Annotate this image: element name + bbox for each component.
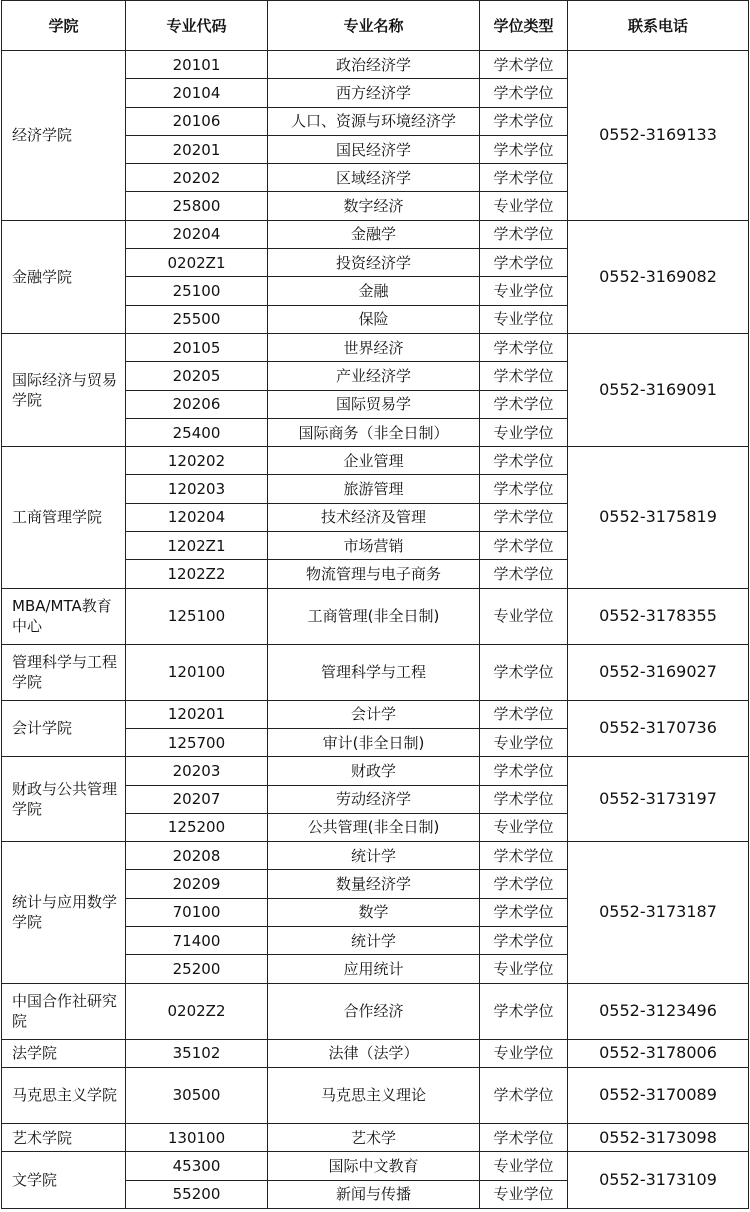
major-code-cell: 130100	[126, 1123, 268, 1151]
major-name-cell: 工商管理(非全日制)	[268, 588, 480, 644]
degree-type-cell: 学术学位	[480, 1123, 568, 1151]
degree-type-cell: 学术学位	[480, 785, 568, 813]
major-code-cell: 0202Z1	[126, 249, 268, 277]
phone-cell: 0552-3173197	[568, 757, 749, 842]
major-name-cell: 旅游管理	[268, 475, 480, 503]
phone-cell: 0552-3169027	[568, 644, 749, 700]
college-cell: 统计与应用数学学院	[2, 842, 126, 983]
major-name-cell: 保险	[268, 305, 480, 333]
major-code-cell: 25500	[126, 305, 268, 333]
college-cell: 工商管理学院	[2, 447, 126, 588]
header-phone: 联系电话	[568, 1, 749, 51]
major-name-cell: 人口、资源与环境经济学	[268, 107, 480, 135]
degree-type-cell: 学术学位	[480, 390, 568, 418]
major-code-cell: 125700	[126, 728, 268, 756]
header-major-code: 专业代码	[126, 1, 268, 51]
table-row	[2, 447, 749, 475]
major-code-cell: 20204	[126, 220, 268, 248]
major-code-cell: 20205	[126, 362, 268, 390]
major-name-cell: 新闻与传播	[268, 1180, 480, 1208]
major-name-cell: 艺术学	[268, 1123, 480, 1151]
degree-type-cell: 学术学位	[480, 757, 568, 785]
degree-type-cell: 专业学位	[480, 728, 568, 756]
degree-type-cell: 学术学位	[480, 644, 568, 700]
header-major-name: 专业名称	[268, 1, 480, 51]
major-code-cell: 20208	[126, 842, 268, 870]
degree-type-cell: 学术学位	[480, 135, 568, 163]
major-name-cell: 技术经济及管理	[268, 503, 480, 531]
phone-cell: 0552-3170089	[568, 1067, 749, 1123]
major-code-cell: 71400	[126, 927, 268, 955]
degree-type-cell: 专业学位	[480, 813, 568, 841]
major-name-cell: 产业经济学	[268, 362, 480, 390]
major-code-cell: 0202Z2	[126, 983, 268, 1039]
major-code-cell: 25100	[126, 277, 268, 305]
degree-type-cell: 学术学位	[480, 842, 568, 870]
college-cell: 国际经济与贸易学院	[2, 333, 126, 446]
college-cell: 会计学院	[2, 700, 126, 757]
college-cell: 艺术学院	[2, 1123, 126, 1151]
phone-cell: 0552-3123496	[568, 983, 749, 1039]
major-name-cell: 审计(非全日制)	[268, 728, 480, 756]
major-name-cell: 国际贸易学	[268, 390, 480, 418]
college-cell: 法学院	[2, 1039, 126, 1067]
phone-cell: 0552-3173098	[568, 1123, 749, 1151]
major-name-cell: 统计学	[268, 842, 480, 870]
degree-type-cell: 学术学位	[480, 51, 568, 79]
college-cell: 中国合作社研究院	[2, 983, 126, 1039]
major-name-cell: 会计学	[268, 700, 480, 728]
college-cell: MBA/MTA教育中心	[2, 588, 126, 644]
major-name-cell: 国际商务（非全日制）	[268, 418, 480, 446]
degree-type-cell: 专业学位	[480, 305, 568, 333]
college-cell: 文学院	[2, 1152, 126, 1209]
degree-type-cell: 专业学位	[480, 418, 568, 446]
phone-cell: 0552-3173187	[568, 842, 749, 983]
major-code-cell: 125200	[126, 813, 268, 841]
degree-type-cell: 学术学位	[480, 447, 568, 475]
degree-type-cell: 学术学位	[480, 927, 568, 955]
degree-type-cell: 学术学位	[480, 249, 568, 277]
degree-type-cell: 专业学位	[480, 1152, 568, 1180]
table-row	[2, 333, 749, 361]
degree-type-cell: 学术学位	[480, 532, 568, 560]
phone-cell: 0552-3169082	[568, 220, 749, 333]
table-row	[2, 842, 749, 870]
major-code-cell: 35102	[126, 1039, 268, 1067]
major-name-cell: 投资经济学	[268, 249, 480, 277]
table-row	[2, 51, 749, 79]
major-code-cell: 1202Z2	[126, 560, 268, 588]
phone-cell: 0552-3178006	[568, 1039, 749, 1067]
degree-type-cell: 学术学位	[480, 870, 568, 898]
major-code-cell: 30500	[126, 1067, 268, 1123]
major-name-cell: 财政学	[268, 757, 480, 785]
table-row	[2, 644, 749, 700]
phone-cell: 0552-3169091	[568, 333, 749, 446]
table-row	[2, 1039, 749, 1067]
major-code-cell: 25200	[126, 955, 268, 983]
degree-type-cell: 学术学位	[480, 983, 568, 1039]
major-code-cell: 20203	[126, 757, 268, 785]
major-name-cell: 统计学	[268, 927, 480, 955]
table-row	[2, 1067, 749, 1123]
major-name-cell: 国际中文教育	[268, 1152, 480, 1180]
degree-type-cell: 学术学位	[480, 362, 568, 390]
major-code-cell: 20106	[126, 107, 268, 135]
major-code-cell: 125100	[126, 588, 268, 644]
degree-type-cell: 学术学位	[480, 1067, 568, 1123]
degree-type-cell: 学术学位	[480, 220, 568, 248]
major-code-cell: 20202	[126, 164, 268, 192]
major-code-cell: 120204	[126, 503, 268, 531]
major-name-cell: 西方经济学	[268, 79, 480, 107]
major-code-cell: 120203	[126, 475, 268, 503]
header-degree-type: 学位类型	[480, 1, 568, 51]
major-code-cell: 120201	[126, 700, 268, 728]
phone-cell: 0552-3170736	[568, 700, 749, 757]
major-name-cell: 金融学	[268, 220, 480, 248]
phone-cell: 0552-3175819	[568, 447, 749, 588]
major-code-cell: 25800	[126, 192, 268, 220]
table-row	[2, 220, 749, 248]
major-code-cell: 20206	[126, 390, 268, 418]
major-code-cell: 25400	[126, 418, 268, 446]
phone-cell: 0552-3178355	[568, 588, 749, 644]
major-code-cell: 45300	[126, 1152, 268, 1180]
major-name-cell: 政治经济学	[268, 51, 480, 79]
major-name-cell: 应用统计	[268, 955, 480, 983]
degree-type-cell: 学术学位	[480, 475, 568, 503]
major-code-cell: 20105	[126, 333, 268, 361]
major-name-cell: 法律（法学）	[268, 1039, 480, 1067]
table-header-row	[2, 1, 749, 51]
major-name-cell: 物流管理与电子商务	[268, 560, 480, 588]
major-name-cell: 马克思主义理论	[268, 1067, 480, 1123]
degree-type-cell: 学术学位	[480, 79, 568, 107]
major-code-cell: 20201	[126, 135, 268, 163]
degree-type-cell: 专业学位	[480, 277, 568, 305]
major-code-cell: 55200	[126, 1180, 268, 1208]
major-code-cell: 120100	[126, 644, 268, 700]
major-code-cell: 70100	[126, 898, 268, 926]
major-name-cell: 数学	[268, 898, 480, 926]
program-table	[1, 0, 749, 1209]
major-code-cell: 20207	[126, 785, 268, 813]
degree-type-cell: 专业学位	[480, 192, 568, 220]
major-name-cell: 区域经济学	[268, 164, 480, 192]
degree-type-cell: 学术学位	[480, 164, 568, 192]
table-row	[2, 983, 749, 1039]
phone-cell: 0552-3173109	[568, 1152, 749, 1209]
table-row	[2, 700, 749, 728]
major-name-cell: 劳动经济学	[268, 785, 480, 813]
header-college: 学院	[2, 1, 126, 51]
major-name-cell: 管理科学与工程	[268, 644, 480, 700]
major-name-cell: 数字经济	[268, 192, 480, 220]
college-cell: 经济学院	[2, 51, 126, 221]
college-cell: 管理科学与工程学院	[2, 644, 126, 700]
degree-type-cell: 专业学位	[480, 1180, 568, 1208]
degree-type-cell: 学术学位	[480, 503, 568, 531]
college-cell: 财政与公共管理学院	[2, 757, 126, 842]
degree-type-cell: 学术学位	[480, 700, 568, 728]
degree-type-cell: 学术学位	[480, 333, 568, 361]
major-code-cell: 120202	[126, 447, 268, 475]
major-name-cell: 世界经济	[268, 333, 480, 361]
table-row	[2, 1123, 749, 1151]
table-body	[2, 51, 749, 1209]
major-name-cell: 公共管理(非全日制)	[268, 813, 480, 841]
major-name-cell: 国民经济学	[268, 135, 480, 163]
phone-cell: 0552-3169133	[568, 51, 749, 221]
table-row	[2, 1152, 749, 1180]
college-cell: 金融学院	[2, 220, 126, 333]
degree-type-cell: 学术学位	[480, 107, 568, 135]
major-code-cell: 20101	[126, 51, 268, 79]
degree-type-cell: 专业学位	[480, 1039, 568, 1067]
major-name-cell: 企业管理	[268, 447, 480, 475]
table-row	[2, 588, 749, 644]
major-code-cell: 1202Z1	[126, 532, 268, 560]
major-name-cell: 金融	[268, 277, 480, 305]
major-name-cell: 合作经济	[268, 983, 480, 1039]
degree-type-cell: 学术学位	[480, 898, 568, 926]
college-cell: 马克思主义学院	[2, 1067, 126, 1123]
degree-type-cell: 学术学位	[480, 560, 568, 588]
degree-type-cell: 专业学位	[480, 588, 568, 644]
degree-type-cell: 专业学位	[480, 955, 568, 983]
table-row	[2, 757, 749, 785]
major-name-cell: 数量经济学	[268, 870, 480, 898]
major-name-cell: 市场营销	[268, 532, 480, 560]
major-code-cell: 20209	[126, 870, 268, 898]
major-code-cell: 20104	[126, 79, 268, 107]
